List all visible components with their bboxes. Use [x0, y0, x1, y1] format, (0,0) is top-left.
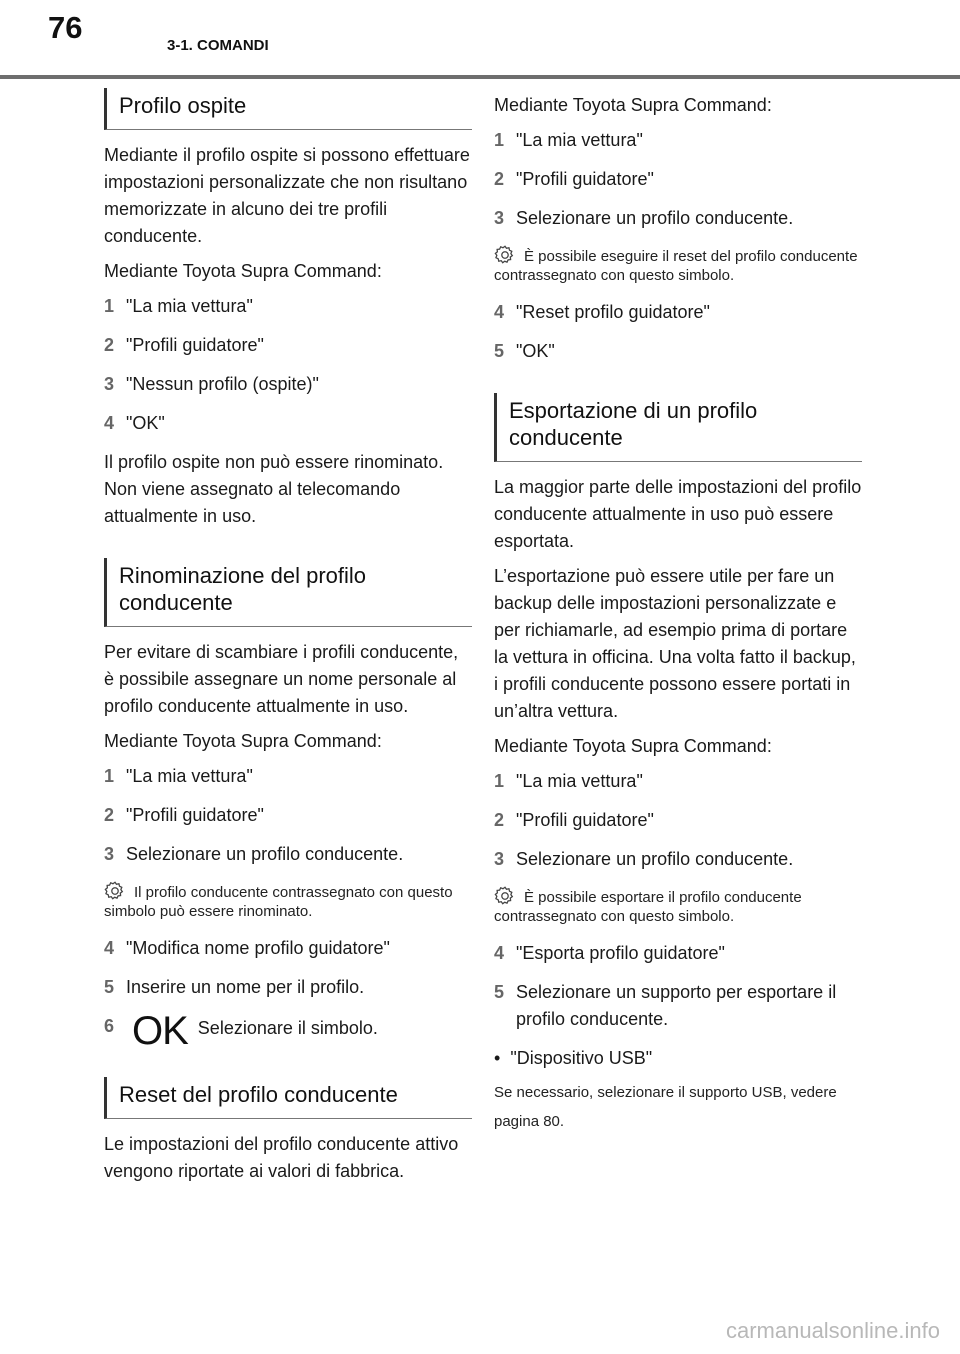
- heading-rinominazione: Rinominazione del profilo conducente: [104, 558, 472, 627]
- step-text: "Profili guidatore": [126, 335, 264, 355]
- step-text: "Profili guidatore": [516, 169, 654, 189]
- step-item: [494, 127, 862, 154]
- step-number: 2: [104, 335, 115, 355]
- step-text: "La mia vettura": [126, 296, 253, 316]
- step-item: [104, 802, 472, 829]
- step-text: "La mia vettura": [516, 130, 643, 150]
- left-column: [104, 88, 472, 1193]
- step-item: [104, 841, 472, 868]
- note-text: È possibile esportare il profilo conducente contrassegnato con questo simbolo.: [494, 889, 802, 925]
- step-number: 6: [104, 1016, 115, 1036]
- note: [104, 880, 472, 921]
- step-item: [104, 293, 472, 320]
- step-number: 3: [104, 844, 115, 864]
- step-item: [494, 940, 862, 967]
- step-text: "Nessun profilo (ospite)": [126, 374, 319, 394]
- step-number: 1: [494, 130, 505, 150]
- step-number: 1: [104, 766, 115, 786]
- step-item: [494, 846, 862, 873]
- step-text: "Modifica nome profilo guidatore": [126, 938, 390, 958]
- step-text: "La mia vettura": [126, 766, 253, 786]
- note-text: È possibile eseguire il reset del profilo conducente contrassegnato con questo simbolo.: [494, 248, 858, 284]
- step-list: [104, 935, 472, 1001]
- bullet-item: • "Dispositivo USB": [494, 1048, 653, 1068]
- step-item: [104, 410, 472, 437]
- gear-icon: [494, 244, 516, 266]
- step-number: 3: [494, 208, 505, 228]
- heading-reset: Reset del profilo conducente: [104, 1077, 472, 1119]
- step-number: 3: [494, 849, 505, 869]
- step-list: [494, 299, 862, 365]
- step-list: [104, 763, 472, 868]
- step-text: "La mia vettura": [516, 771, 643, 791]
- bullet-text: "Dispositivo USB": [510, 1048, 653, 1068]
- step-number: 1: [104, 296, 115, 316]
- step-item: [104, 935, 472, 962]
- paragraph: Per evitare di scambiare i profili conducente, è possibile assegnare un nome personale al profilo conducente attualmente in uso.: [104, 642, 459, 716]
- paragraph: Le impostazioni del profilo conducente attivo vengono riportate ai valori di fabbrica.: [104, 1134, 459, 1181]
- paragraph: L’esportazione può essere utile per fare un backup delle impostazioni personalizzate e per richiamarle, ad esempio prima di portare la vettura in officina. Una volta fatto il backup, i profili conducente possono essere portati in un’altra vettura.: [494, 566, 856, 721]
- step-text: Selezionare il simbolo.: [197, 1018, 378, 1038]
- page-number: 76: [48, 10, 83, 45]
- step-text: Inserire un nome per il profilo.: [126, 977, 365, 997]
- step-item: [104, 1009, 472, 1053]
- paragraph: Mediante Toyota Supra Command:: [104, 261, 382, 281]
- step-text: "Profili guidatore": [516, 810, 654, 830]
- heading-profilo-ospite: Profilo ospite: [104, 88, 472, 130]
- step-number: 1: [494, 771, 505, 791]
- step-number: 5: [104, 977, 115, 997]
- step-item: [494, 205, 862, 232]
- step-text: "OK": [516, 341, 555, 361]
- step-number: 4: [104, 413, 115, 433]
- step-text: "OK": [126, 413, 165, 433]
- step-number: 2: [494, 169, 505, 189]
- step-number: 2: [494, 810, 505, 830]
- step-item: [104, 332, 472, 359]
- heading-esportazione: Esportazione di un profilo conducente: [494, 393, 862, 462]
- step-item: [104, 763, 472, 790]
- step-item: [104, 371, 472, 398]
- step-list: [104, 293, 472, 437]
- step-number: 4: [104, 938, 115, 958]
- step-text: "Reset profilo guidatore": [516, 302, 710, 322]
- small-note: Se necessario, selezionare il supporto USB, vedere pagina 80.: [494, 1084, 837, 1130]
- step-text: "Esporta profilo guidatore": [516, 943, 725, 963]
- step-item: [494, 768, 862, 795]
- gear-icon: [104, 880, 126, 902]
- ok-symbol-icon: OK: [132, 1009, 188, 1053]
- step-text: Selezionare un profilo conducente.: [516, 208, 794, 228]
- note-text: Il profilo conducente contrassegnato con questo simbolo può essere rinominato.: [104, 884, 453, 920]
- step-text: Selezionare un supporto per esportare il profilo conducente.: [516, 982, 837, 1029]
- step-list: [494, 768, 862, 873]
- step-text: Selezionare un profilo conducente.: [516, 849, 794, 869]
- section-title: 3-1. COMANDI: [167, 37, 269, 54]
- step-item: [494, 807, 862, 834]
- step-text: "Profili guidatore": [126, 805, 264, 825]
- step-number: 5: [494, 982, 505, 1002]
- paragraph: Mediante Toyota Supra Command:: [494, 95, 772, 115]
- paragraph: Mediante Toyota Supra Command:: [104, 731, 382, 751]
- right-column: [494, 92, 862, 1136]
- step-number: 3: [104, 374, 115, 394]
- paragraph: Il profilo ospite non può essere rinominato. Non viene assegnato al telecomando attualmente in uso.: [104, 452, 444, 526]
- step-item: [494, 338, 862, 365]
- step-item: [104, 974, 472, 1001]
- step-number: 4: [494, 302, 505, 322]
- page-header: [0, 0, 960, 80]
- paragraph: La maggior parte delle impostazioni del profilo conducente attualmente in uso può essere esportata.: [494, 477, 862, 551]
- step-list: [494, 127, 862, 232]
- note: [494, 244, 862, 285]
- note: [494, 885, 862, 926]
- step-number: 4: [494, 943, 505, 963]
- watermark: carmanualsonline.info: [725, 1318, 940, 1343]
- step-number: 2: [104, 805, 115, 825]
- gear-icon: [494, 885, 516, 907]
- step-number: 5: [494, 341, 505, 361]
- paragraph: Mediante il profilo ospite si possono effettuare impostazioni personalizzate che non risultano memorizzate in alcuno dei tre profili conducente.: [104, 145, 470, 246]
- paragraph: Mediante Toyota Supra Command:: [494, 736, 772, 756]
- step-list: [494, 940, 862, 1033]
- step-item: [494, 299, 862, 326]
- step-item: [494, 166, 862, 193]
- step-item: [494, 979, 862, 1033]
- step-text: Selezionare un profilo conducente.: [126, 844, 404, 864]
- header-divider: [0, 75, 960, 79]
